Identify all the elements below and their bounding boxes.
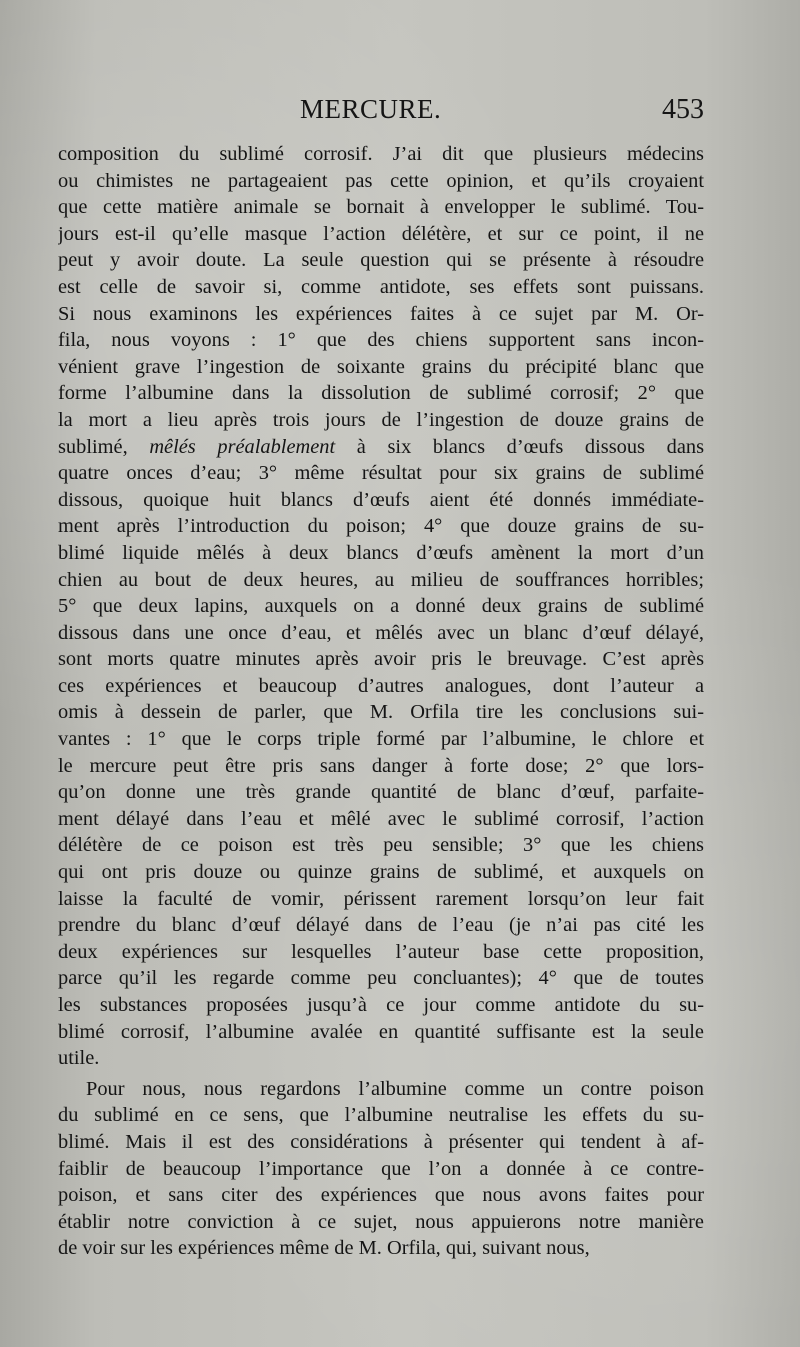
text-line: la mort a lieu après trois jours de l’ingestion de douze grains de bbox=[58, 408, 704, 431]
text-line: qui ont pris douze ou quinze grains de sublimé, et auxquels on bbox=[58, 861, 704, 884]
text-line: qu’on donne une très grande quantité de blanc d’œuf, parfaite- bbox=[58, 781, 704, 804]
text-line: fila, nous voyons : 1° que des chiens supportent sans incon- bbox=[58, 329, 704, 352]
text-line: Si nous examinons les expériences faites à ce sujet par M. Or- bbox=[58, 302, 704, 325]
text-line: omis à dessein de parler, que M. Orfila tire les conclusions sui- bbox=[58, 701, 704, 724]
text-line-with-emphasis bbox=[58, 434, 704, 461]
text-fragment: à six blancs d’œufs dissous dans bbox=[335, 435, 704, 458]
text-line: laisse la faculté de vomir, périssent rarement lorsqu’on leur fait bbox=[58, 887, 704, 910]
text-line: vantes : 1° que le corps triple formé par l’albumine, le chlore et bbox=[58, 728, 704, 751]
text-line: utile. bbox=[58, 1047, 100, 1070]
running-title: MERCURE. bbox=[300, 94, 442, 124]
text-line: parce qu’il les regarde comme peu concluantes); 4° que de toutes bbox=[58, 967, 704, 990]
text-line: composition du sublimé corrosif. J’ai dit que plusieurs médecins bbox=[58, 143, 704, 165]
text-line: ment délayé dans l’eau et mêlé avec le sublimé corrosif, l’action bbox=[58, 807, 704, 830]
text-line: les substances proposées jusqu’à ce jour comme antidote du su- bbox=[58, 994, 704, 1016]
text-line: faiblir de beaucoup l’importance que l’on a donnée à ce contre- bbox=[58, 1157, 704, 1180]
text-line: ou chimistes ne partageaient pas cette opinion, et qu’ils croyaient bbox=[58, 169, 704, 192]
text-line: ces expériences et beaucoup d’autres analogues, dont l’auteur a bbox=[58, 674, 704, 697]
text-line: forme l’albumine dans la dissolution de sublimé corrosif; 2° que bbox=[58, 382, 704, 405]
text-line: le mercure peut être pris sans danger à forte dose; 2° que lors- bbox=[58, 754, 704, 777]
text-line: que cette matière animale se bornait à envelopper le sublimé. Tou- bbox=[58, 196, 704, 219]
text-fragment: sublimé, bbox=[58, 435, 150, 458]
text-line: de voir sur les expériences même de M. Orfila, qui, suivant nous, bbox=[58, 1237, 590, 1260]
text-line: ment après l’introduction du poison; 4° que douze grains de su- bbox=[58, 515, 704, 538]
body-text bbox=[58, 141, 704, 1262]
text-line: quatre onces d’eau; 3° même résultat pour six grains de sublimé bbox=[58, 462, 704, 485]
page-number: 453 bbox=[662, 94, 704, 125]
text-line: peut y avoir doute. La seule question qui se présente à résoudre bbox=[58, 249, 704, 272]
text-line: est celle de savoir si, comme antidote, ses effets sont puissans. bbox=[58, 275, 704, 298]
text-line: du sublimé en ce sens, que l’albumine neutralise les effets du su- bbox=[58, 1104, 704, 1127]
text-line: blimé liquide mêlés à deux blancs d’œufs amènent la mort d’un bbox=[58, 541, 704, 564]
text-line: prendre du blanc d’œuf délayé dans de l’eau (je n’ai pas cité les bbox=[58, 914, 704, 937]
text-line: deux expériences sur lesquelles l’auteur base cette proposition, bbox=[58, 940, 704, 963]
text-line: dissous, quoique huit blancs d’œufs aient été donnés immédiate- bbox=[58, 488, 704, 511]
text-line: blimé. Mais il est des considérations à présenter qui tendent à af- bbox=[58, 1130, 704, 1153]
text-line: établir notre conviction à ce sujet, nous appuierons notre manière bbox=[58, 1210, 704, 1233]
page-header bbox=[58, 94, 704, 128]
text-line: Pour nous, nous regardons l’albumine comme un contre poison bbox=[86, 1077, 704, 1100]
text-line: sont morts quatre minutes après avoir pris le breuvage. C’est après bbox=[58, 648, 704, 671]
text-line: délétère de ce poison est très peu sensible; 3° que les chiens bbox=[58, 834, 704, 857]
text-line: chien au bout de deux heures, au milieu de souffrances horribles; bbox=[58, 568, 704, 591]
text-line: dissous dans une once d’eau, et mêlés avec un blanc d’œuf délayé, bbox=[58, 621, 704, 644]
italic-emphasis: mêlés préalablement bbox=[149, 435, 336, 458]
text-line: jours est-il qu’elle masque l’action délétère, et sur ce point, il ne bbox=[58, 222, 704, 245]
text-line: vénient grave l’ingestion de soixante grains du précipité blanc que bbox=[58, 355, 704, 378]
text-line: 5° que deux lapins, auxquels on a donné deux grains de sublimé bbox=[58, 595, 704, 618]
text-line: blimé corrosif, l’albumine avalée en quantité suffisante est la seule bbox=[58, 1020, 704, 1043]
text-line: poison, et sans citer des expériences que nous avons faites pour bbox=[58, 1184, 704, 1207]
